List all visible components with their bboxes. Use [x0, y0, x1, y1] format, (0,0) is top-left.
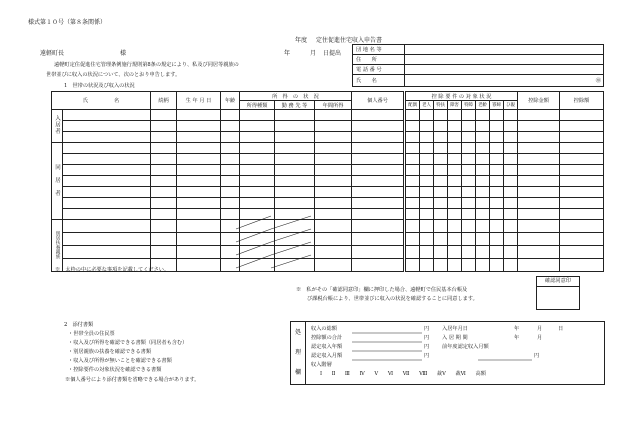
level-high[interactable]: 高額	[475, 371, 486, 377]
office-side-1: 処	[295, 329, 302, 336]
office-right-1-month: 月	[537, 326, 543, 332]
level-discretionary-6[interactable]: 裁Ⅵ	[455, 371, 466, 377]
office-left-4: 認定収入月額	[311, 353, 343, 359]
office-right-1: 入居年月日	[442, 326, 468, 332]
level-discretionary-5[interactable]: 裁Ⅴ	[436, 371, 446, 377]
consent-box-label: 確認同意印	[537, 277, 579, 287]
section1-heading: 1 世帯の状況及び収入の状況	[64, 83, 135, 89]
date-year: 年	[284, 50, 291, 57]
deduction-amount-header: 控除金額	[518, 92, 560, 110]
office-right-2-month: 月	[537, 335, 543, 341]
office-left-2: 控除額の合計	[311, 335, 343, 341]
row-label-cohabitant: 同 居 者	[54, 163, 60, 197]
section2-heading: 2 添付書類	[64, 322, 94, 328]
level-3[interactable]: Ⅲ	[344, 371, 350, 377]
ded-special-dep: 特扶	[434, 101, 448, 110]
level-1[interactable]: Ⅰ	[320, 371, 323, 377]
level-7[interactable]: Ⅶ	[402, 371, 410, 377]
office-side-3: 欄	[295, 369, 302, 376]
label-danchi: 団 地 名 等	[353, 45, 405, 55]
office-right-4-yen: 円	[534, 353, 540, 359]
form-number: 様式第１０号（第８条関係）	[28, 19, 107, 26]
intro-line-2: 世帯並びに収入の状況について、次のとおり申告します。	[46, 72, 181, 78]
header-name: 氏 名	[52, 92, 151, 110]
note-star: ※ 太枠の中に必要な事項を記載してください。	[55, 267, 170, 273]
office-side-2: 理	[295, 349, 302, 356]
header-age: 年齢	[221, 92, 240, 110]
ded-widow: 寡婦	[490, 101, 504, 110]
level-2[interactable]: Ⅱ	[331, 371, 336, 377]
consent-note-1: ※ 私がその「確認同意印」欄に押印した場合、遠軽町で住民基本台帳及	[296, 287, 468, 293]
date-month: 月	[310, 50, 317, 57]
deduction-total-header: 控除額	[560, 92, 604, 110]
ded-single-parent: ひ親	[504, 101, 518, 110]
addressee: 遠軽町長	[40, 50, 65, 57]
intro-line-1: 遠軽町定住促進住宅管理条例施行規則第8条の規定により、私及び同居等親族の	[54, 62, 239, 68]
office-right-3: 前年度認定収入月額	[442, 344, 489, 350]
ded-elderly: 老人	[420, 101, 434, 110]
form-title: 定住促進住宅収入申告書	[316, 37, 383, 44]
header-id-number: 個人番号	[352, 92, 404, 110]
ded-special-disabled: 特障	[462, 101, 476, 110]
header-birth: 生 年 月 日	[177, 92, 221, 110]
consent-note-2: び課税台帳により、世帯並びに収入の状況を確認することに同意します。	[307, 296, 478, 302]
header-annual-income: 年間所得	[315, 101, 352, 110]
office-left-5: 収入階層	[311, 362, 332, 368]
attachment-5: ・控除要件の対象状況を確認できる書類	[68, 367, 162, 373]
row-label-separate: 別居扶養親族	[55, 230, 60, 259]
ded-aged: 老齢	[476, 101, 490, 110]
office-unit-3: 円	[424, 344, 430, 350]
header-income-type: 所得種類	[240, 101, 275, 110]
ded-disabled: 障害	[448, 101, 462, 110]
level-6[interactable]: Ⅵ	[387, 371, 394, 377]
office-unit-2: 円	[424, 335, 430, 341]
office-left-3: 認定収入年額	[311, 344, 343, 350]
levels-row	[320, 372, 486, 377]
office-right-1-year: 年	[514, 326, 520, 332]
attachment-3: ・別居親族の扶養を確認できる書類	[68, 349, 152, 355]
date-day: 日提出	[323, 50, 342, 57]
ded-spouse: 配偶	[406, 101, 420, 110]
addressee-suffix: 様	[120, 50, 127, 57]
label-address: 住 所	[353, 55, 405, 65]
header-workplace: 勤 務 先 等	[275, 101, 315, 110]
level-5[interactable]: Ⅴ	[374, 371, 379, 377]
attachment-4: ・収入及び所得が無いことを確認できる書類	[68, 358, 172, 364]
label-name: 氏 名	[353, 75, 405, 87]
office-right-2-year: 年	[514, 335, 520, 341]
label-phone: 電 話 番 号	[353, 65, 405, 75]
office-right-2: 入 居 期 間	[442, 335, 468, 341]
office-unit-1: 円	[424, 326, 430, 332]
attachment-1: ・世帯全員の住民票	[68, 331, 115, 337]
office-right-1-day: 日	[558, 326, 564, 332]
office-unit-4: 円	[424, 353, 430, 359]
deduction-group-header: 控 除 要 件 の 対 象 状 況	[406, 92, 518, 101]
level-8[interactable]: Ⅷ	[419, 371, 428, 377]
seal-mark: ㊞	[595, 78, 601, 84]
attachment-2: ・収入及び所得を確認できる書類（同居者も含む）	[68, 340, 188, 346]
title-year: 年度	[295, 37, 308, 44]
office-left-1: 収入の総額	[311, 326, 337, 332]
header-relation: 続柄	[151, 92, 177, 110]
attachment-note: ※個人番号により添付書類を省略できる場合があります。	[65, 377, 200, 383]
row-label-applicant: 入居者	[54, 115, 60, 135]
header-income-status: 所 得 の 状 況	[240, 92, 352, 101]
level-4[interactable]: Ⅳ	[359, 371, 365, 377]
